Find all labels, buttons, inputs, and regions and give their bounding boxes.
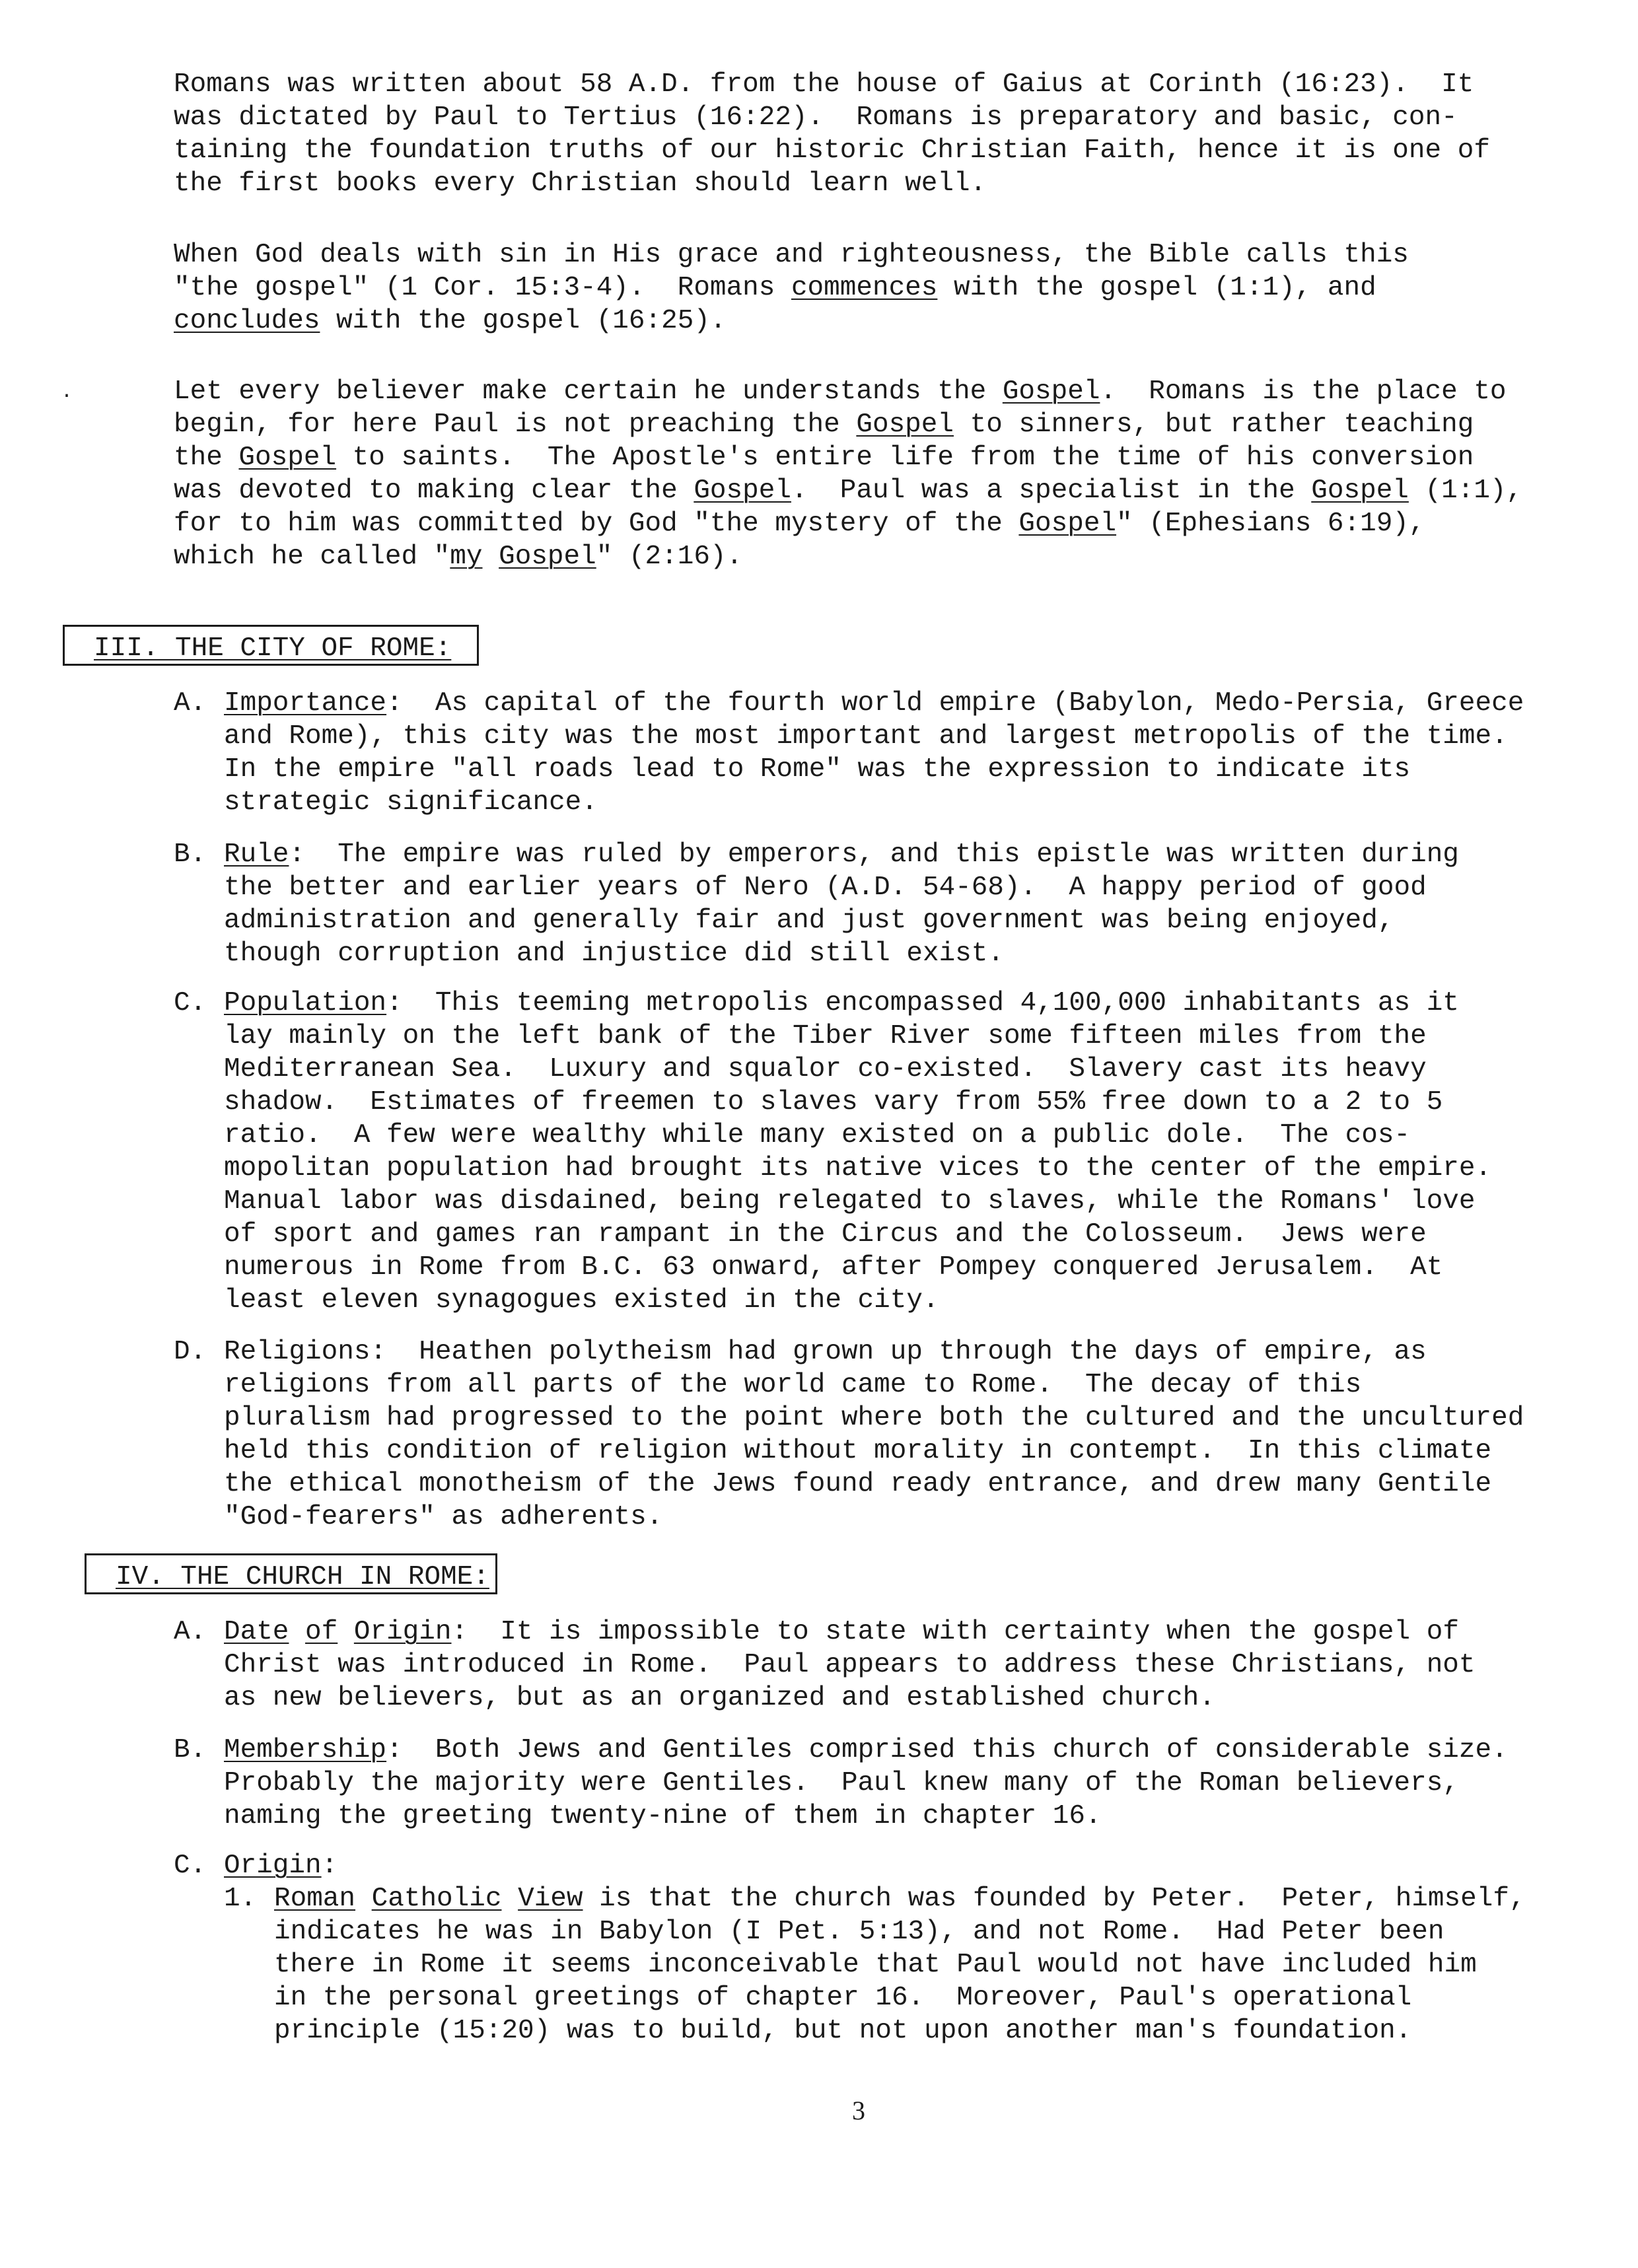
intro-paragraph-1 xyxy=(174,68,1554,200)
text-line xyxy=(174,474,1554,507)
underlined-word: Gospel xyxy=(1311,476,1409,506)
underlined-word: Gospel xyxy=(1002,376,1100,407)
text-line: administration and generally fair and just government was being enjoyed, xyxy=(224,905,1394,936)
text-run: with the gospel (1:1), and xyxy=(937,273,1376,303)
text-line: Christ was introduced in Rome. Paul appears to address these Christians, not xyxy=(224,1650,1476,1680)
text-run: "the gospel" (1 Cor. 15:3-4). Romans xyxy=(174,273,791,303)
item-label: Catholic xyxy=(371,1884,502,1914)
text-line: the ethical monotheism of the Jews found ready entrance, and drew many Gentile xyxy=(224,1469,1492,1499)
text-run: : Both Jews and Gentiles comprised this church of considerable size. xyxy=(386,1735,1508,1765)
text-run: . Paul was a specialist in the xyxy=(791,476,1312,506)
underlined-word: Gospel xyxy=(1018,509,1117,539)
text-line: though corruption and injustice did still exist. xyxy=(224,939,1004,969)
sub-item-number: 1. xyxy=(224,1884,257,1914)
underlined-word: Gospel xyxy=(238,443,337,473)
sub-item-body xyxy=(274,1882,1526,2047)
underlined-word: concludes xyxy=(174,306,320,336)
text-run: : This teeming metropolis encompassed 4,100,000 inhabitants as it xyxy=(386,988,1459,1018)
text-run: (1:1), xyxy=(1408,476,1523,506)
text-line: Religions: Heathen polytheism had grown up through the days of empire, as xyxy=(224,1337,1427,1367)
item-label: Roman xyxy=(274,1884,356,1914)
item-letter: C. xyxy=(174,1851,207,1881)
underlined-word: Gospel xyxy=(694,476,791,506)
section-4-heading: IV. THE CHURCH IN ROME: xyxy=(116,1562,489,1592)
text-run: : xyxy=(321,1851,338,1881)
text-run: is that the church was founded by Peter. Peter, himself, xyxy=(583,1884,1526,1914)
item-body xyxy=(224,1335,1565,1534)
text-line xyxy=(224,838,1565,871)
text-run: : As capital of the fourth world empire (Babylon, Medo-Persia, Greece xyxy=(386,688,1524,719)
text-run: to sinners, but rather teaching xyxy=(954,409,1474,440)
text-run: : The empire was ruled by emperors, and this epistle was written during xyxy=(289,839,1459,870)
text-run: " (2:16). xyxy=(596,542,743,572)
item-body xyxy=(224,1615,1565,1715)
item-label: Rule xyxy=(224,839,289,870)
text-line: and Rome), this city was the most important and largest metropolis of the time. xyxy=(224,721,1508,752)
text-line: held this condition of religion without morality in contempt. In this climate xyxy=(224,1436,1492,1466)
text-line: Mediterranean Sea. Luxury and squalor co-existed. Slavery cast its heavy xyxy=(224,1054,1427,1084)
text-line: principle (15:20) was to build, but not upon another man's foundation. xyxy=(274,2016,1412,2046)
item-body xyxy=(224,1734,1565,1833)
intro-paragraph-2 xyxy=(174,238,1554,337)
text-line: naming the greeting twenty-nine of them in chapter 16. xyxy=(224,1801,1102,1831)
text-line: least eleven synagogues existed in the city. xyxy=(224,1285,939,1316)
text-line xyxy=(224,1734,1565,1767)
item-letter: A. xyxy=(174,1617,207,1647)
text-line: was dictated by Paul to Tertius (16:22). Romans is preparatory and basic, con- xyxy=(174,102,1458,133)
item-label: Importance xyxy=(224,688,387,719)
text-line xyxy=(174,540,1554,573)
text-line: in the personal greetings of chapter 16. Moreover, Paul's operational xyxy=(274,1983,1412,2013)
text-line: strategic significance. xyxy=(224,787,598,818)
text-line: lay mainly on the left bank of the Tiber River some fifteen miles from the xyxy=(224,1021,1427,1051)
text-run: for to him was committed by God "the mystery of the xyxy=(174,509,1019,539)
text-line xyxy=(174,375,1554,408)
item-label: Origin xyxy=(224,1851,322,1881)
stray-mark: · xyxy=(61,385,73,408)
text-line: numerous in Rome from B.C. 63 onward, after Pompey conquered Jerusalem. At xyxy=(224,1252,1443,1283)
text-run: was devoted to making clear the xyxy=(174,476,694,506)
text-line: the first books every Christian should learn well. xyxy=(174,168,987,199)
text-run: to saints. The Apostle's entire life from the time of his conversion xyxy=(336,443,1474,473)
item-label: of xyxy=(305,1617,338,1647)
underlined-word: commences xyxy=(791,273,938,303)
item-letter: B. xyxy=(174,1735,207,1765)
item-body xyxy=(224,1849,1565,1882)
page-number: 3 xyxy=(852,2096,865,2125)
text-line: mopolitan population had brought its native vices to the center of the empire. xyxy=(224,1153,1492,1184)
item-label: Population xyxy=(224,988,387,1018)
intro-paragraph-3 xyxy=(174,375,1554,573)
text-line: as new believers, but as an organized and established church. xyxy=(224,1683,1215,1713)
item-letter: C. xyxy=(174,988,207,1018)
text-line: pluralism had progressed to the point where both the cultured and the uncultured xyxy=(224,1403,1524,1433)
text-line xyxy=(174,408,1554,441)
text-line xyxy=(224,987,1565,1020)
text-line: of sport and games ran rampant in the Circus and the Colosseum. Jews were xyxy=(224,1219,1427,1250)
item-label: View xyxy=(518,1884,583,1914)
text-run: . Romans is the place to xyxy=(1100,376,1507,407)
text-run: " (Ephesians 6:19), xyxy=(1116,509,1425,539)
section-4-heading-box xyxy=(85,1553,497,1594)
text-line xyxy=(174,271,1554,304)
text-line: Manual labor was disdained, being relegated to slaves, while the Romans' love xyxy=(224,1186,1476,1217)
text-line: When God deals with sin in His grace and righteousness, the Bible calls this xyxy=(174,240,1409,270)
item-letter: B. xyxy=(174,839,207,870)
text-line: Romans was written about 58 A.D. from the house of Gaius at Corinth (16:23). It xyxy=(174,69,1474,100)
text-line xyxy=(174,441,1554,474)
text-line: the better and earlier years of Nero (A.D. 54-68). A happy period of good xyxy=(224,872,1427,903)
text-line: shadow. Estimates of freemen to slaves vary from 55% free down to a 2 to 5 xyxy=(224,1087,1443,1117)
item-body xyxy=(224,987,1565,1317)
text-run: with the gospel (16:25). xyxy=(320,306,727,336)
text-line xyxy=(174,304,1554,337)
item-body xyxy=(224,687,1565,819)
text-line xyxy=(174,507,1554,540)
text-run: : It is impossible to state with certainty when the gospel of xyxy=(451,1617,1459,1647)
text-line: indicates he was in Babylon (I Pet. 5:13), and not Rome. Had Peter been xyxy=(274,1917,1444,1947)
text-run xyxy=(483,542,499,572)
section-3-heading-box xyxy=(63,625,479,666)
underlined-word: Gospel xyxy=(499,542,596,572)
text-line xyxy=(274,1882,1526,1915)
text-run: which he called " xyxy=(174,542,450,572)
item-letter: D. xyxy=(174,1337,207,1367)
text-line: there in Rome it seems inconceivable that Paul would not have included him xyxy=(274,1950,1477,1980)
section-3-heading: III. THE CITY OF ROME: xyxy=(94,633,452,664)
text-run: the xyxy=(174,443,239,473)
item-letter: A. xyxy=(174,688,207,719)
text-line: In the empire "all roads lead to Rome" was the expression to indicate its xyxy=(224,754,1411,785)
item-body xyxy=(224,838,1565,970)
text-line: Probably the majority were Gentiles. Paul knew many of the Roman believers, xyxy=(224,1768,1459,1798)
underlined-word: Gospel xyxy=(856,409,954,440)
item-label: Membership xyxy=(224,1735,387,1765)
item-label: Origin xyxy=(353,1617,452,1647)
text-line xyxy=(224,1849,1565,1882)
item-label: Date xyxy=(224,1617,289,1647)
text-run: begin, for here Paul is not preaching the xyxy=(174,409,857,440)
underlined-word: my xyxy=(450,542,483,572)
text-line: religions from all parts of the world came to Rome. The decay of this xyxy=(224,1370,1362,1400)
text-line xyxy=(224,1615,1565,1648)
text-line: taining the foundation truths of our historic Christian Faith, hence it is one of xyxy=(174,135,1490,166)
text-line: ratio. A few were wealthy while many existed on a public dole. The cos- xyxy=(224,1120,1411,1151)
text-run: Let every believer make certain he understands the xyxy=(174,376,1003,407)
text-line: "God-fearers" as adherents. xyxy=(224,1502,663,1532)
text-line xyxy=(224,687,1565,720)
